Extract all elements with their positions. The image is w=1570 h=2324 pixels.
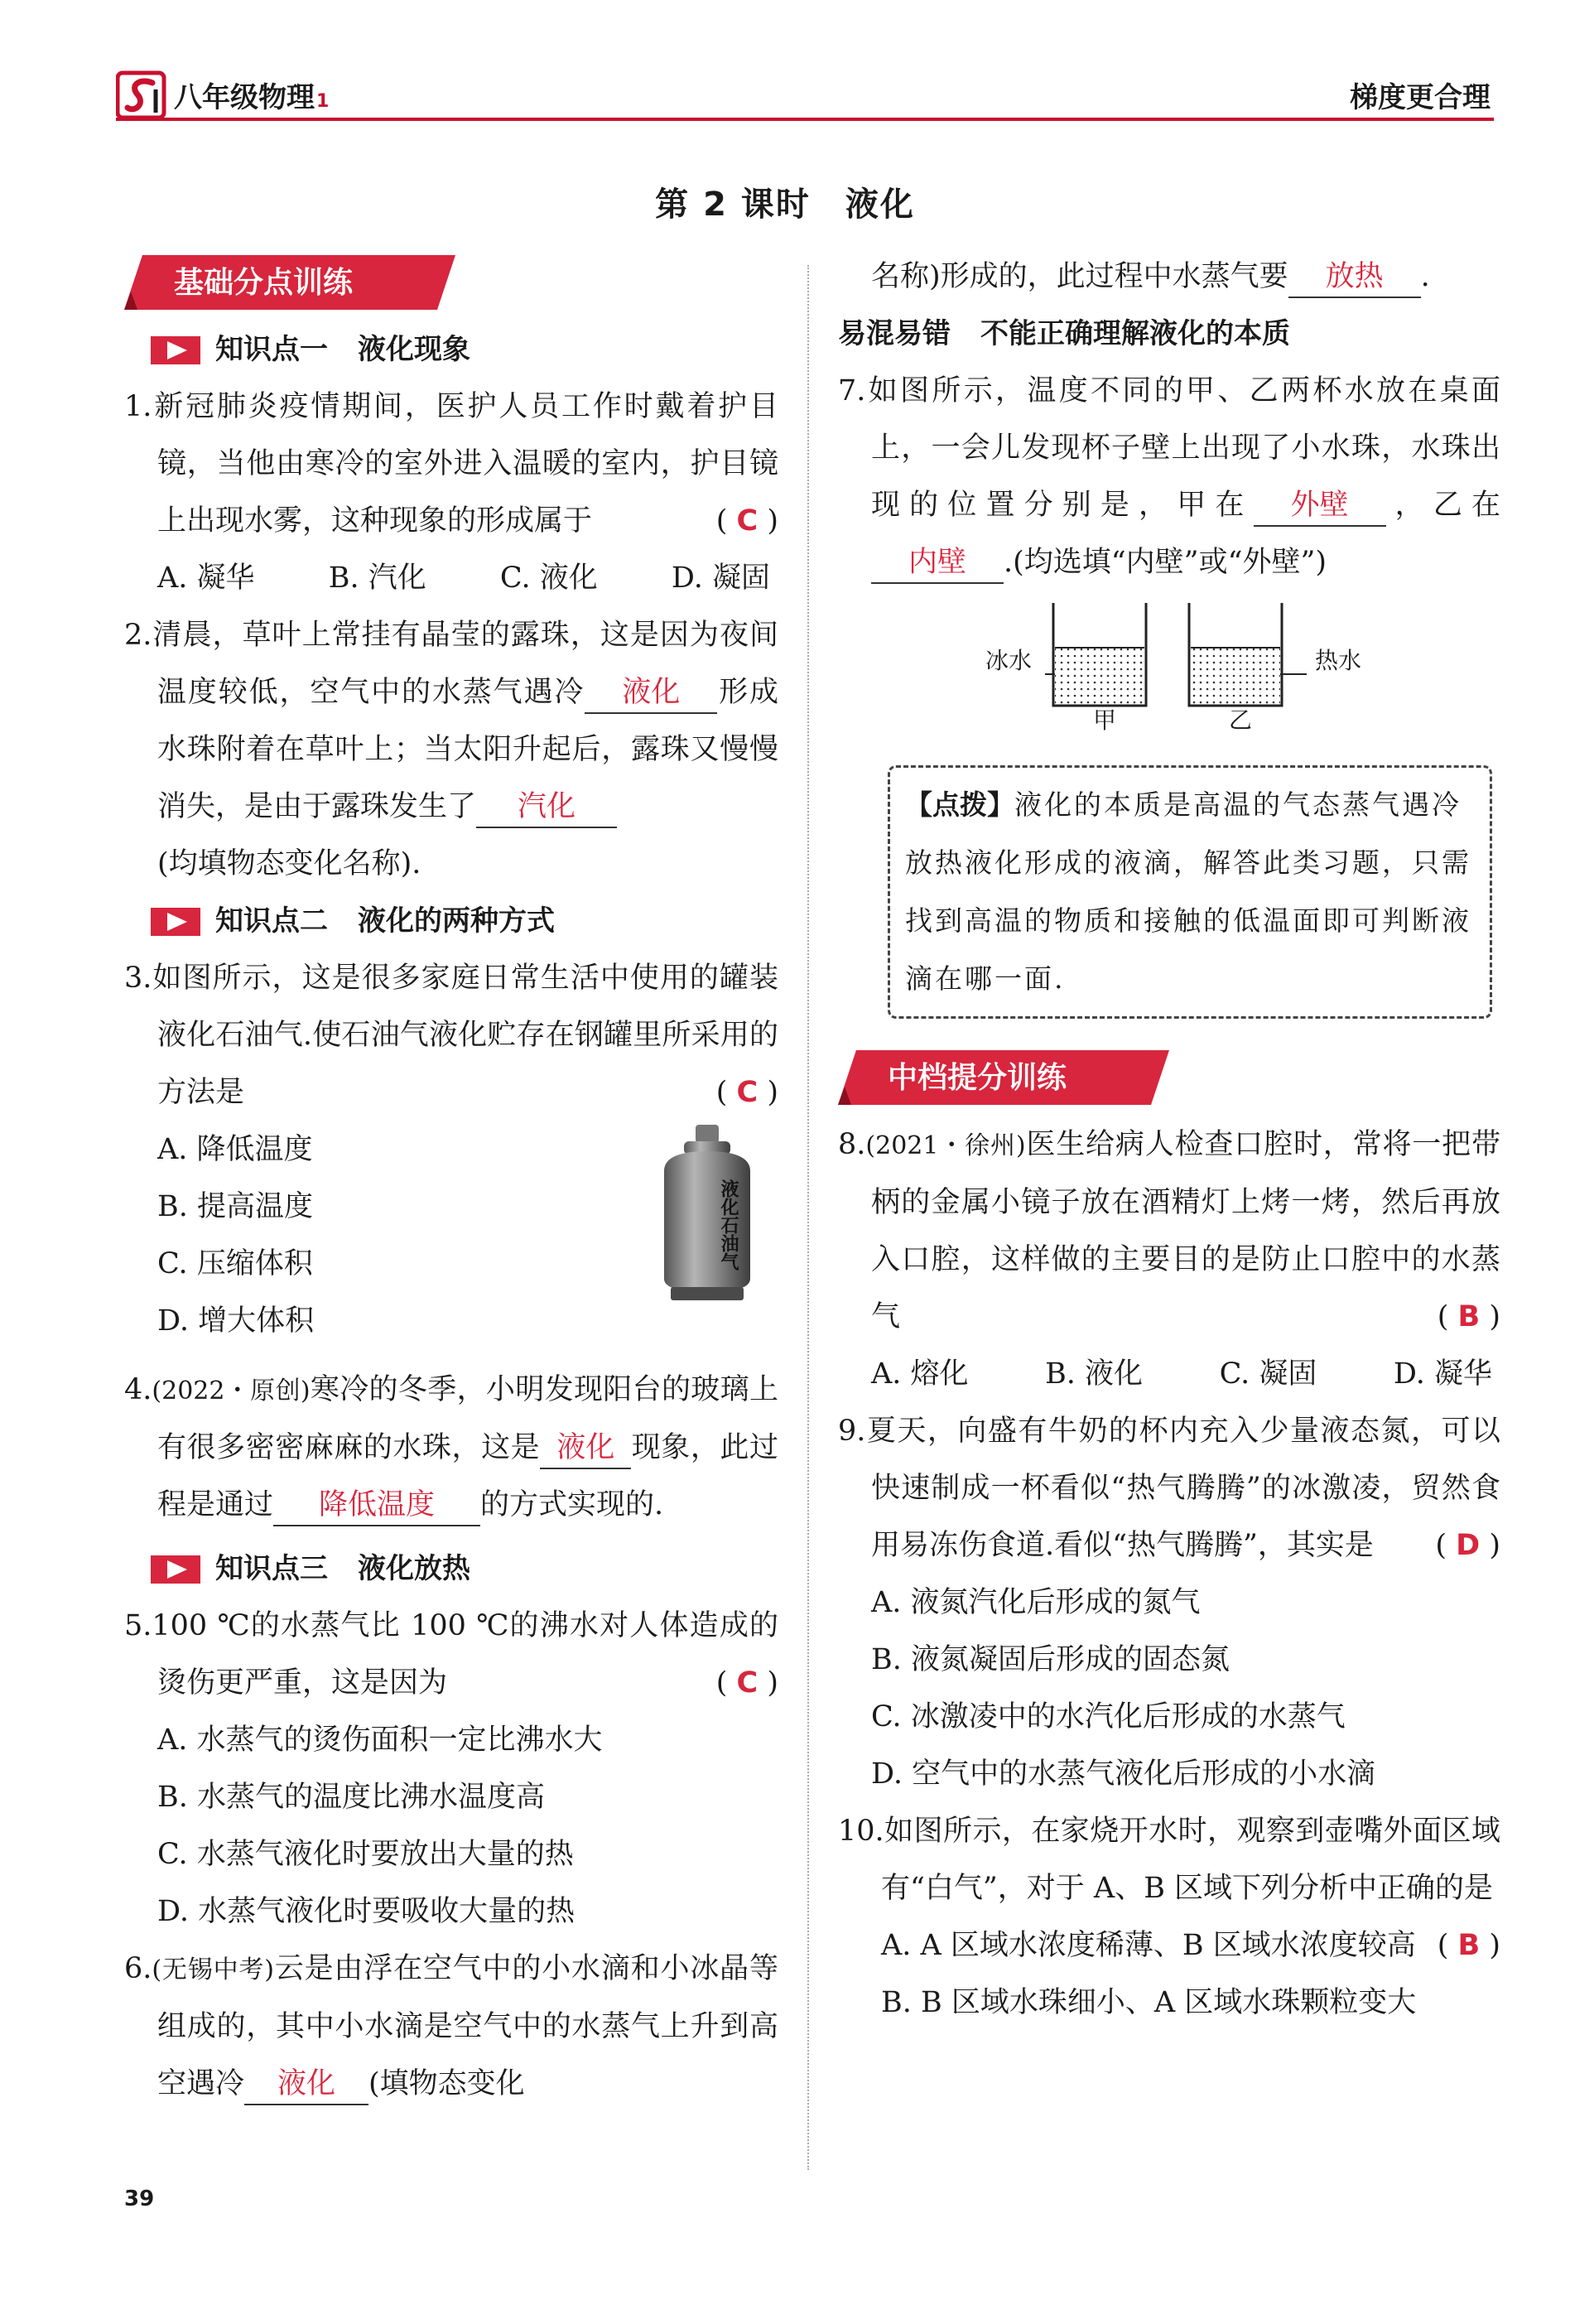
option-a: A. 熔化 [871, 1357, 969, 1391]
section-title: 基础分点训练 [174, 266, 354, 300]
q9-answer: D [1456, 1529, 1481, 1562]
answer-paren: ( B ) [1437, 1929, 1500, 1962]
cup-a-label: 甲 [1093, 706, 1117, 734]
option-d: D. 凝华 [1393, 1357, 1492, 1391]
kp-label: 知识点三 [215, 1552, 328, 1585]
trap-title: 不能正确理解液化的本质 [980, 317, 1290, 350]
q8-answer: B [1457, 1300, 1481, 1333]
option-d: D. 增大体积 [157, 1304, 315, 1338]
lesson-title: 第 2 课时 液化 [655, 186, 915, 224]
option-b: B. 液化 [1045, 1357, 1144, 1391]
section-banner-basic [124, 255, 386, 310]
option-c: C. 液化 [499, 562, 598, 595]
answer-paren: ( C ) [715, 504, 778, 538]
q7-blank-1: 外壁 [1254, 485, 1386, 527]
knowledge-point-2 [151, 893, 778, 950]
tip-text: 液化的本质是高温的气态蒸气遇冷放热液化形成的液滴，解答此类习题，只需找到高温的物质和接触的低温面即可判断液滴在哪一面. [905, 788, 1471, 995]
q6-num: 6. [124, 1952, 152, 1985]
common-mistake-heading [838, 306, 1500, 363]
grade-subject [174, 75, 329, 115]
q6-text-3: 名称)形成的，此过程中水蒸气要 [871, 260, 1288, 293]
q1-options [124, 550, 778, 607]
question-7 [838, 363, 1500, 591]
q1-answer: C [736, 504, 759, 538]
right-column [838, 248, 1500, 2032]
answer-paren: ( C ) [715, 1666, 778, 1700]
page-number: 39 [124, 2187, 155, 2211]
q6-text-1: 云是由浮在空气中的小水滴和小冰晶等组成的，其中小水滴是空气中的水蒸气上升到高空遇冷 [157, 1952, 778, 2100]
knowledge-point-1 [151, 321, 778, 378]
question-2 [124, 607, 778, 893]
play-arrow-icon [151, 1555, 200, 1584]
q10-text: 10.如图所示，在家烧开水时，观察到壶嘴外面区域有“白气”，对于 A、B 区域下列分析中正确的是 [838, 1815, 1500, 1905]
kp-title: 液化的两种方式 [358, 904, 555, 938]
answer-paren: ( C ) [715, 1076, 778, 1109]
option-c: C. 压缩体积 [157, 1247, 313, 1280]
cups-drawing [1045, 600, 1310, 732]
option-a: A. 凝华 [157, 562, 255, 595]
knowledge-point-3 [151, 1540, 778, 1598]
q7-blank-2: 内壁 [871, 542, 1004, 584]
volume-number: 1 [316, 91, 330, 112]
kp-label: 知识点一 [215, 333, 328, 366]
answer-paren: ( B ) [1437, 1300, 1500, 1333]
play-arrow-icon [151, 908, 200, 936]
question-1 [124, 378, 778, 550]
question-9 [838, 1403, 1500, 1574]
column-divider [807, 265, 809, 2170]
cup-b-label: 乙 [1229, 706, 1253, 734]
play-arrow-icon [151, 336, 200, 364]
tank-label: 液化石油气 [718, 1179, 739, 1270]
q4-source: (2022・原创) [152, 1377, 311, 1405]
question-8 [838, 1116, 1500, 1346]
q6-source: (无锡中考) [152, 1955, 274, 1984]
q4-text-2: 现象，此过程是通过 [157, 1431, 778, 1521]
q2-text-3: (均填物态变化名称). [157, 847, 421, 880]
q2-text-1: 2.清晨，草叶上常挂有晶莹的露珠，这是因为夜间温度较低，空气中的水蒸气遇冷 [124, 619, 778, 709]
q6-blank-1: 液化 [244, 2064, 368, 2105]
option-b: B. B 区域水珠细小、A 区域水珠颗粒变大 [881, 1986, 1417, 2019]
section-title: 中档提分训练 [888, 1061, 1067, 1095]
option-c: C. 水蒸气液化时要放出大量的热 [157, 1838, 574, 1871]
question-3 [124, 950, 778, 1121]
tip-box [888, 765, 1492, 1019]
question-4 [124, 1362, 778, 1534]
section-banner-mid [838, 1050, 1100, 1105]
question-6-continued [838, 248, 1500, 306]
tip-label: 【点拨】 [905, 788, 1014, 821]
q8-text: 医生给病人检查口腔时，常将一把带柄的金属小镜子放在酒精灯上烤一烤，然后再放入口腔，这样做的主要目的是防止口腔中的水蒸气 [871, 1128, 1500, 1333]
q7-text-1: 7.如图所示，温度不同的甲、乙两杯水放在桌面上，一会儿发现杯子壁上出现了小水珠，水珠出现的位置分别是，甲在 [838, 374, 1500, 522]
option-a: A. 降低温度 [157, 1133, 313, 1166]
answer-paren: ( D ) [1435, 1529, 1500, 1562]
option-a: A. 水蒸气的烫伤面积一定比沸水大 [157, 1724, 603, 1757]
option-b: B. 提高温度 [157, 1190, 313, 1223]
grade-text: 八年级物理 [174, 81, 315, 114]
option-b: B. 水蒸气的温度比沸水温度高 [157, 1781, 545, 1814]
q3-answer: C [736, 1076, 759, 1109]
q4-num: 4. [124, 1373, 152, 1406]
q6-text-2: (填物态变化 [368, 2067, 525, 2100]
header-rule [116, 118, 1494, 121]
option-d: D. 空气中的水蒸气液化后形成的小水滴 [871, 1757, 1376, 1791]
q3-options-block [124, 1121, 778, 1350]
question-6 [124, 1941, 778, 2113]
q6-text-4: . [1420, 260, 1430, 293]
q2-blank-1: 液化 [585, 673, 717, 714]
q4-blank-1: 液化 [540, 1428, 631, 1469]
q9-text: 9.夏天，向盛有牛奶的杯内充入少量液态氮，可以快速制成一杯看似“热气腾腾”的冰激凌，贸然食用易冻伤食道.看似“热气腾腾”，其实是 [838, 1415, 1500, 1562]
q8-num: 8. [838, 1128, 866, 1161]
q4-blank-2: 降低温度 [273, 1485, 480, 1526]
option-a: A. 液氮汽化后形成的氮气 [871, 1586, 1201, 1619]
q8-source: (2021・徐州) [865, 1131, 1026, 1160]
slogan: 梯度更合理 [1350, 81, 1491, 114]
q2-text-2: 形成水珠附着在草叶上；当太阳升起后，露珠又慢慢消失，是由于露珠发生了 [157, 676, 778, 823]
hot-water-label: 热水 [1315, 647, 1362, 674]
q4-text-3: 的方式实现的. [480, 1488, 664, 1521]
kp-label: 知识点二 [215, 904, 328, 938]
option-d: D. 凝固 [671, 562, 770, 595]
option-b: B. 汽化 [328, 562, 426, 595]
question-5 [124, 1598, 778, 1712]
q2-blank-2: 汽化 [476, 787, 617, 828]
q10-answer: B [1457, 1929, 1481, 1962]
q7-text-3: .(均选填“内壁”或“外壁”) [1004, 546, 1327, 579]
kp-title: 液化放热 [358, 1552, 470, 1585]
ice-water-label: 冰水 [985, 647, 1033, 674]
q6-blank-2: 放热 [1288, 257, 1421, 298]
q1-text: 1.新冠肺炎疫情期间，医护人员工作时戴着护目镜，当他由寒冷的室外进入温暖的室内，护目镜上出现水雾，这种现象的形成属于 [124, 390, 778, 538]
option-d: D. 水蒸气液化时要吸收大量的热 [157, 1895, 576, 1928]
q5-text: 5.100 ℃的水蒸气比 100 ℃的沸水对人体造成的烫伤更严重，这是因为 [124, 1609, 778, 1700]
left-column [124, 248, 778, 2113]
publisher-logo [116, 70, 167, 121]
q3-text: 3.如图所示，这是很多家庭日常生活中使用的罐装液化石油气.使石油气液化贮存在钢罐里所采用的方法是 [124, 962, 778, 1109]
trap-label: 易混易错 [838, 317, 951, 350]
q8-options [838, 1346, 1500, 1403]
q5-answer: C [736, 1666, 759, 1700]
option-b: B. 液氮凝固后形成的固态氮 [871, 1643, 1230, 1676]
q4-text-1: 寒冷的冬季，小明发现阳台的玻璃上有很多密密麻麻的水珠，这是 [157, 1373, 778, 1464]
kp-title: 液化现象 [358, 333, 470, 366]
option-a: A. A 区域水浓度稀薄、B 区域水浓度较高 [881, 1929, 1416, 1962]
q7-text-2: ，乙在 [1385, 489, 1500, 522]
cups-figure [838, 591, 1500, 749]
option-c: C. 凝固 [1219, 1357, 1317, 1391]
option-c: C. 冰激凌中的水汽化后形成的水蒸气 [871, 1700, 1346, 1733]
